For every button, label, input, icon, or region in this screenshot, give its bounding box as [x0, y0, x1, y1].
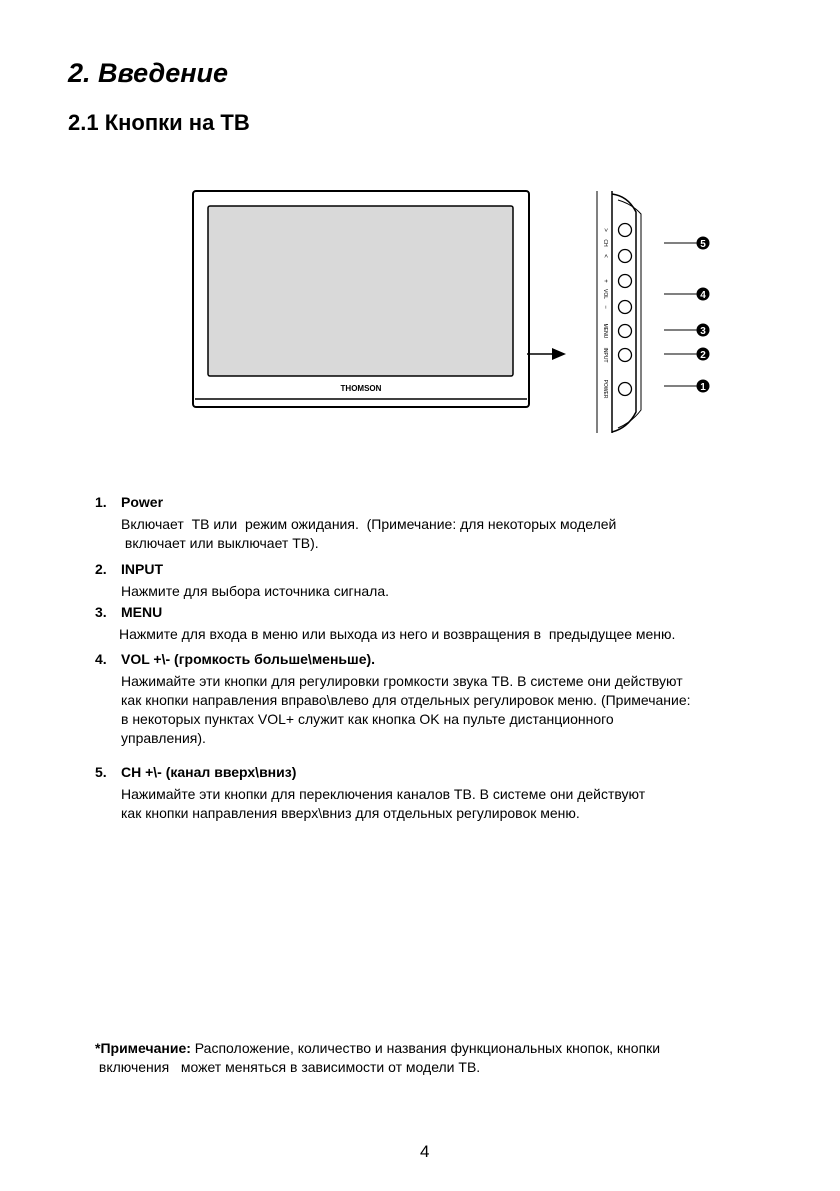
- footnote-label: *Примечание:: [95, 1040, 191, 1056]
- callout-5: 5: [700, 239, 706, 250]
- callout-3: 3: [700, 326, 706, 337]
- section-heading: 2.1 Кнопки на ТВ: [68, 110, 250, 135]
- footnote-text: Расположение, количество и названия функциональных кнопок, кнопки включения может меняться в зависимости от модели ТВ.: [98, 1040, 661, 1075]
- callout-2: 2: [700, 350, 706, 361]
- item-title-power: Power: [121, 494, 164, 510]
- arrow-icon: [527, 348, 566, 360]
- callout-1: 1: [700, 382, 706, 393]
- side-label-power: POWER: [602, 379, 608, 399]
- footnote: [95, 1039, 660, 1077]
- item-number: 5.: [95, 764, 107, 780]
- side-label-menu: MENU: [602, 323, 608, 339]
- callout-4: 4: [700, 290, 706, 301]
- item-text-vol: Нажимайте эти кнопки для регулировки громкости звука ТВ. В системе они действуют как кнопки направления вправо\влево для отдельных регулировок меню. (Примечание: в некоторых пунктах VOL+ служит как кнопка OK на пульте дистанционного управления).: [121, 673, 691, 746]
- item-text-menu: Нажмите для входа в меню или выхода из него и возвращения в предыдущее меню.: [119, 626, 676, 642]
- side-label-input: INPUT: [602, 347, 608, 363]
- tv-front-illustration: [193, 191, 529, 407]
- page-number: 4: [420, 1142, 430, 1161]
- item-number: 3.: [95, 604, 107, 620]
- tv-brand-logo: THOMSON: [340, 384, 382, 393]
- tv-side-panel: [597, 191, 641, 433]
- item-number: 1.: [95, 494, 107, 510]
- item-title-vol: VOL +\- (громкость больше\меньше).: [121, 651, 376, 667]
- item-title-ch: CH +\- (канал вверх\вниз): [121, 764, 297, 780]
- tv-buttons-figure: [0, 0, 840, 460]
- side-label-vol: VOL: [602, 288, 608, 300]
- svg-text:>: >: [602, 228, 608, 232]
- callouts: [664, 237, 710, 394]
- page-heading: 2. Введение: [68, 58, 229, 88]
- svg-text:<: <: [602, 254, 608, 258]
- svg-text:+: +: [602, 279, 608, 283]
- item-number: 4.: [95, 651, 107, 667]
- item-text-input: Нажмите для выбора источника сигнала.: [121, 583, 390, 599]
- item-text-ch: Нажимайте эти кнопки для переключения каналов ТВ. В системе они действуют как кнопки направления вверх\вниз для отдельных регулировок меню.: [121, 786, 646, 821]
- svg-text:−: −: [602, 305, 608, 309]
- item-text-power: Включает ТВ или режим ожидания. (Примечание: для некоторых моделей включает или выключает ТВ).: [121, 516, 617, 551]
- side-label-ch: CH: [602, 239, 608, 247]
- item-title-menu: MENU: [121, 604, 163, 620]
- item-number: 2.: [95, 561, 107, 577]
- item-title-input: INPUT: [121, 561, 163, 577]
